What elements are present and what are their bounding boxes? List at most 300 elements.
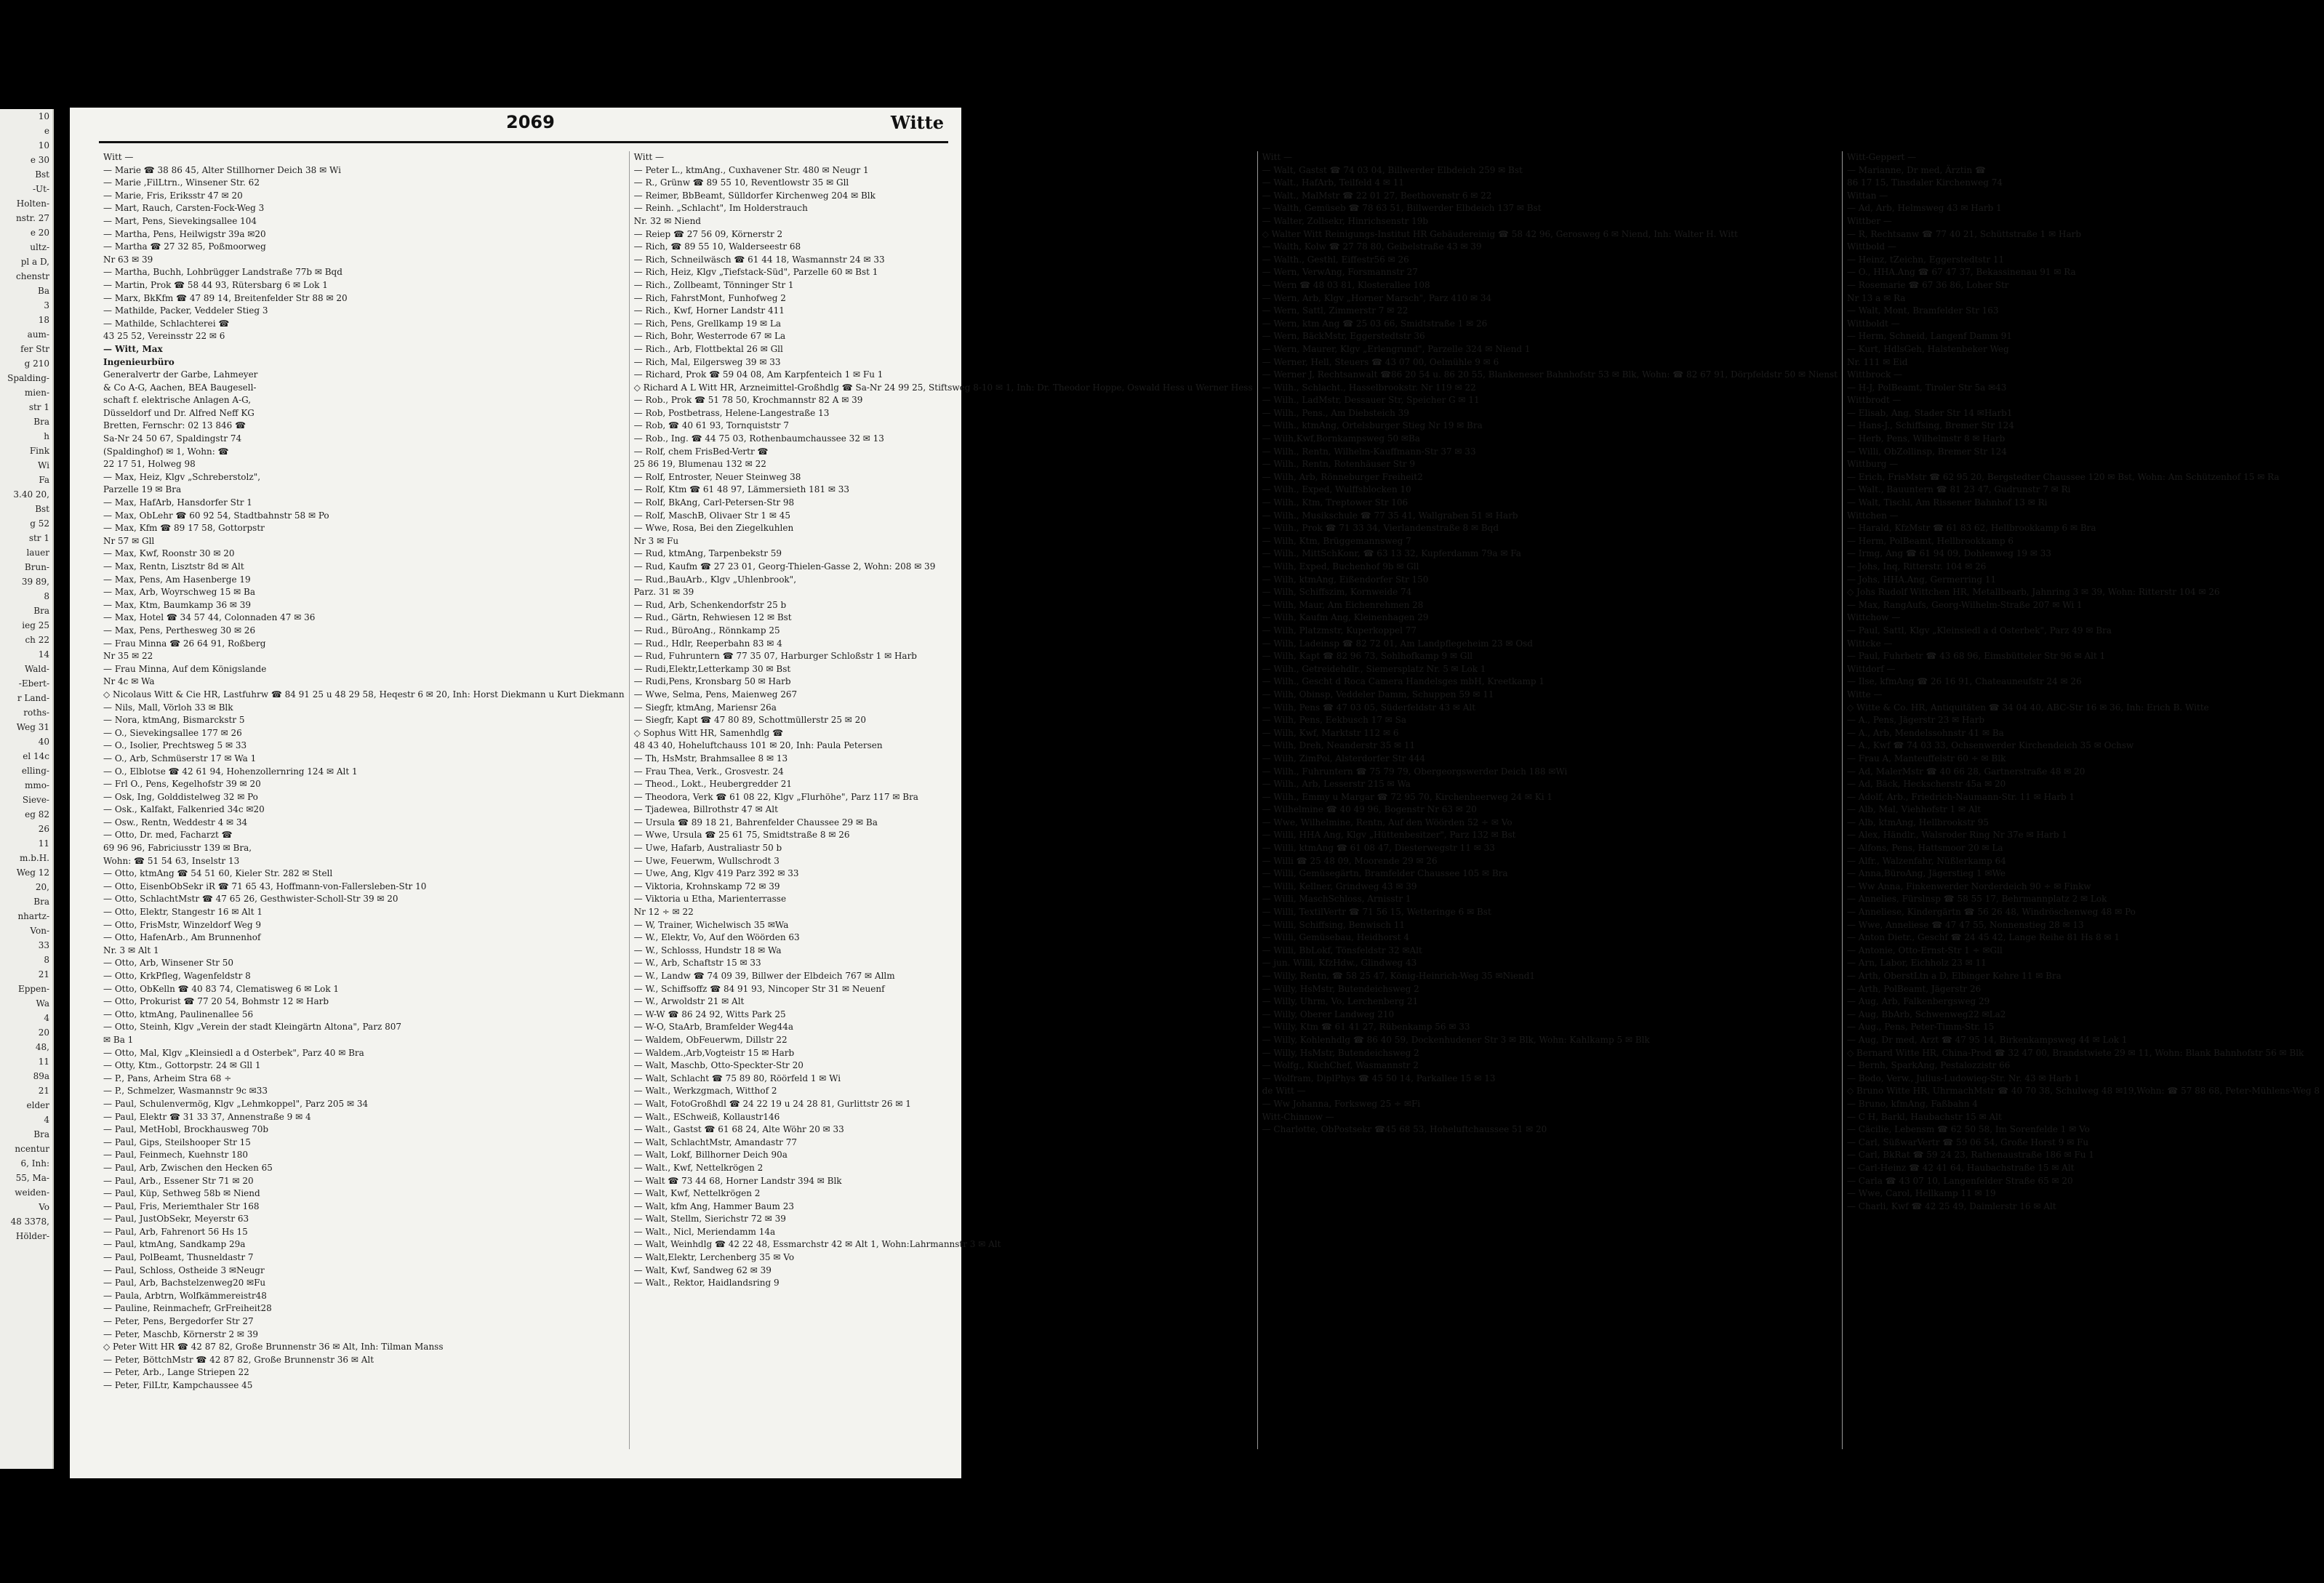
directory-entry: — Alfons, Pens, Hattsmoor 20 ✉ La [1846,843,2003,854]
sliver-fragment: 18 [38,315,49,325]
directory-entry: — Wwe, Rosa, Bei den Ziegelkuhlen [633,523,794,534]
sliver-fragment: 26 [38,824,49,834]
directory-entry: — Walt, Tischl, Am Rissener Bahnhof 13 ✉ Ri [1846,497,2048,508]
directory-entry: — P., Pans, Arheim Stra 68 ÷ [103,1073,232,1083]
directory-entry: — Cäcilie, Lebensm ☎ 62 50 58, Im Sorenfelde 1 ✉ Vo [1846,1124,2090,1135]
directory-entry: — Walt., Kwf, Nettelkrögen 2 [633,1162,764,1173]
directory-entry: Nr 12 ÷ ✉ 22 [633,907,694,918]
directory-entry: — Bodo, Verw., Julius-Ludowieg-Str. Nr. 43 ✉ Harb 1 [1846,1073,2080,1083]
running-head: Witte [890,112,944,133]
directory-entry: — Paul, Feinmech, Kuehnstr 180 [103,1150,249,1161]
directory-entry: Witt — [633,152,665,162]
directory-entry: — Wern, BäckMstr, Eggerstedtstr 36 [1262,331,1425,342]
directory-entry: — Otto, EisenbObSekr iR ☎ 71 65 43, Hoffmann-von-Fallersleben-Str 10 [103,881,427,891]
directory-entry: — Max, Ktm, Baumkamp 36 ✉ 39 [103,599,252,610]
sliver-fragment: Bst [35,169,49,180]
directory-entry: — Walt, Weinhdlg ☎ 42 22 48, Essmarchstr 42 ✉ Alt 1, Wohn:Lahrmannstr 3 ✉ Alt [633,1239,1001,1250]
sliver-fragment: 48, [35,1042,49,1052]
directory-entry: — Willi, MaschSchloss, Arnisstr 1 [1262,894,1411,905]
directory-entry: — Paul, JustObSekr, Meyerstr 63 [103,1214,249,1225]
directory-entry: — Alb, Mal, Viehhofstr 1 ✉ Alt [1846,804,1982,815]
directory-entry: — Walter, Zollsekr, Hinrichsenstr 19b [1262,215,1429,226]
sliver-fragment: Weg 31 [16,722,49,732]
directory-entry: — W., Schlosss, Hundstr 18 ✉ Wa [633,945,782,955]
directory-entry: — Otto, Mal, Klgv „Kleinsiedl a d Osterbek", Parz 40 ✉ Bra [103,1047,364,1058]
directory-entry: — jun. Willi, KfzHdw., Glindweg 43 [1262,958,1417,969]
directory-entry: — Willy, HsMstr, Butendeichsweg 2 [1262,1047,1419,1058]
directory-entry: — Otto, ObKelln ☎ 40 83 74, Clematisweg 6 ✉ Lok 1 [103,983,340,994]
directory-entry: — Peter, Arb., Lange Striepen 22 [103,1367,249,1378]
directory-entry: — Walt., HafArb, Teilfeld 4 ✉ 11 [1262,177,1405,188]
directory-entry: — Walt ☎ 73 44 68, Horner Landstr 394 ✉ Blk [633,1175,842,1186]
directory-entry: — Max, Hotel ☎ 34 57 44, Colonnaden 47 ✉ 36 [103,612,316,623]
directory-entry: — Rolf, MaschB, Olivaer Str 1 ✉ 45 [633,510,790,521]
sliver-fragment: Wa [36,998,49,1009]
directory-entry: — Aug., Pens, Peter-Timm-Str. 15 [1846,1022,1995,1033]
directory-entry: — Willy, Oberer Landweg 210 [1262,1009,1395,1019]
directory-entry: — Paul, Küp, Sethweg 58b ✉ Niend [103,1188,260,1199]
directory-entry: — W., Arwoldstr 21 ✉ Alt [633,996,745,1007]
directory-entry: — Paul, ktmAng, Sandkamp 29a [103,1239,246,1250]
directory-entry: — Marx, BkKfm ☎ 47 89 14, Breitenfelder Str 88 ✉ 20 [103,292,348,303]
sliver-fragment: pl a D, [20,257,49,267]
directory-entry: — Otto, Dr. med, Facharzt ☎ [103,830,233,841]
directory-entry: — Carl, BkRat ☎ 59 24 23, Rathenaustraße 186 ✉ Fu 1 [1846,1150,2094,1161]
sliver-fragment: el 14c [23,751,49,761]
directory-entry: — Wilh., Gescht d Roca Camera Handelsges mbH, Kreetkamp 1 [1262,676,1544,687]
directory-entry: — Wwe, Ursula ☎ 25 61 75, Smidtstraße 8 ✉ 26 [633,830,850,841]
directory-entry: — Willy, Uhrm, Vo, Lerchenberg 21 [1262,996,1419,1007]
directory-entry: — Rich, Heiz, Klgv „Tiefstack-Süd", Parzelle 60 ✉ Bst 1 [633,267,878,278]
directory-entry: — Johs, HHA.Ang, Germerring 11 [1846,574,1997,585]
directory-entry: ◇ Witte & Co. HR, Antiquitäten ☎ 34 04 40, ABC-Str 16 ✉ 36, Inh: Erich B. Witte [1846,702,2209,713]
sliver-fragment: elder [26,1100,49,1110]
directory-entry: — Willy, Ktm ☎ 61 41 27, Rübenkamp 56 ✉ 33 [1262,1022,1470,1033]
directory-entry: — W, Trainer, Wichelwisch 35 ✉Wa [633,919,789,930]
directory-entry: — Rud., BüroAng., Rönnkamp 25 [633,625,780,636]
directory-entry: — Martha, Pens, Heilwigstr 39a ✉20 [103,228,266,239]
directory-entry: — A., Pens, Jägerstr 23 ✉ Harb [1846,715,1985,726]
directory-entry: — Paul, Arb, Bachstelzenweg20 ✉Fu [103,1278,266,1289]
sliver-fragment: fer Str [20,344,49,354]
directory-entry: — Bernh, SparkAng, Pestalozzistr 66 [1846,1060,2011,1071]
directory-entry: 22 17 51, Holweg 98 [103,459,196,470]
sliver-fragment: 6, Inh: [20,1158,49,1169]
directory-entry: — Rud., Hdlr, Reeperbahn 83 ✉ 4 [633,638,782,649]
directory-page [70,108,2320,1478]
directory-entry: — Wilh, Schiffszim, Kornweide 74 [1262,587,1412,598]
sliver-fragment: h [44,431,49,441]
directory-entry: — Carl, SüßwarVertr ☎ 59 06 54, Große Horst 9 ✉ Fu [1846,1137,2089,1147]
directory-entry: — Witt, Max [103,343,163,354]
directory-entry: — R, Rechtsanw ☎ 77 40 21, Schüttstraße 1 ✉ Harb [1846,228,2082,239]
directory-entry: 86 17 15, Tinsdaler Kirchenweg 74 [1846,177,2003,188]
directory-entry: Wittdorf — [1846,663,1896,674]
directory-entry: — Wilh., Exped, Wulffsblocken 10 [1262,484,1411,495]
sliver-fragment: nhartz- [17,911,49,921]
directory-entry: Wittber — [1846,215,1892,226]
directory-entry: — Wilh, Pens ☎ 47 03 05, Süderfeldstr 43 ✉ Alt [1262,702,1476,713]
directory-entry: Witt — [1262,152,1293,162]
sliver-fragment: Von- [30,926,49,936]
directory-entry: — Willy, HsMstr, Butendeichsweg 2 [1262,983,1419,994]
directory-entry: — Herm, PolBeamt, Hellbrookkamp 6 [1846,535,2014,546]
sliver-fragment: 33 [38,940,49,950]
directory-entry: — Wilh, ZimPol, Alsterdorfer Str 444 [1262,753,1425,764]
directory-entry: — Walt, Kwf, Sandweg 62 ✉ 39 [633,1265,772,1275]
directory-entry: Nr 3 ✉ Fu [633,535,679,546]
directory-entry: ◇ Nicolaus Witt & Cie HR, Lastfuhrw ☎ 84 91 25 u 48 29 58, Heqestr 6 ✉ 20, Inh: Horst Diekmann u Kurt Diekmann [103,689,625,700]
directory-entry: ◇ Bruno Witte HR, UhrmachMstr ☎ 40 70 38, Schulweg 48 ✉19,Wohn: ☎ 57 88 68, Peter-Mühlens-Weg 8 [1846,1086,2320,1097]
sliver-fragment: 3 [44,300,49,310]
sliver-fragment: 20, [35,882,49,892]
directory-entry: — Wilh, Maur, Am Eichenrehmen 28 [1262,599,1424,610]
directory-entry: — Max, Arb, Woyrschweg 15 ✉ Ba [103,587,256,598]
directory-entry: — Walt, Kwf, Nettelkrögen 2 [633,1188,761,1199]
sliver-fragment: 8 [44,955,49,965]
directory-entry: — Rich, Bohr, Westerrode 67 ✉ La [633,331,786,342]
directory-entry: — W., Elektr, Vo, Auf den Wöörden 63 [633,932,800,943]
sliver-fragment: ncentur [15,1144,49,1154]
sliver-fragment: 55, Ma- [15,1173,49,1183]
directory-entry: — Paul, Schloss, Ostheide 3 ✉Neugr [103,1265,265,1275]
directory-entry: Wohn: ☎ 51 54 63, Inselstr 13 [103,855,240,866]
directory-entry: — Wilhelmine ☎ 40 49 96, Bogenstr Nr 63 ✉ 20 [1262,804,1477,815]
directory-entry: — Wilh., Musikschule ☎ 77 35 41, Wallgraben 51 ✉ Harb [1262,510,1518,521]
sliver-fragment: nstr. 27 [15,213,49,223]
directory-entry: Wittcke — [1846,638,1893,649]
directory-entry: — Kurt, HdlsGeh, Halstenbeker Weg [1846,343,2009,354]
directory-entry: — H-J, PolBeamt, Tiroler Str 5a ✉43 [1846,382,2007,393]
directory-entry: — Rich, FahrstMont, Funhofweg 2 [633,292,786,303]
directory-entry: — Marie, Fris, Eriksstr 47 ✉ 20 [103,190,243,201]
sliver-fragment: 4 [44,1115,49,1125]
directory-entry: — Willi, Schiffsing, Benwisch 11 [1262,919,1406,930]
directory-entry: — Alb, ktmAng, Hellbrookstr 95 [1846,817,1989,827]
directory-entry: — Wilh., Rentn, Rotenhäuser Str 9 [1262,459,1416,470]
column-4 [1842,151,2324,1449]
sliver-fragment: 14 [38,649,49,660]
directory-entry: — Rich., Arb, Flottbektal 26 ✉ Gll [633,343,783,354]
directory-entry: — Carl-Heinz ☎ 42 41 64, Haubachstraße 15 ✉ Alt [1846,1162,2075,1173]
directory-entry: — Walt, Maschb, Otto-Speckter-Str 20 [633,1060,804,1071]
directory-entry: — Theodora, Verk ☎ 61 08 22, Klgv „Flurhöhe", Parz 117 ✉ Bra [633,791,918,802]
directory-entry: — Walt., Werkzgmach, Witthof 2 [633,1086,777,1097]
directory-entry: — Walt, Stellm, Sierichstr 72 ✉ 39 [633,1214,786,1225]
directory-entry: — Willi, HHA Ang, Klgv „Hüttenbesitzer", Parz 132 ✉ Bst [1262,830,1516,841]
directory-entry: — Heinz, tZeichn, Eggerstedtstr 11 [1846,254,2005,265]
directory-entry: — Willi, ktmAng ☎ 61 08 47, Diesterwegstr 11 ✉ 33 [1262,843,1495,854]
sliver-fragment: ch 22 [25,635,49,645]
directory-entry: — Irmg, Ang ☎ 61 94 09, Dohlenweg 19 ✉ 33 [1846,548,2052,559]
sliver-fragment: 3.40 20, [13,489,49,500]
directory-entry: — Wilh, Obinsp, Veddeler Damm, Schuppen 59 ✉ 11 [1262,689,1494,700]
directory-entry: — A., Kwf ☎ 74 03 33, Ochsenwerder Kirchendeich 35 ✉ Ochsw [1846,740,2134,751]
directory-entry: — Adolf, Arb., Friedrich-Naumann-Str. 11 ✉ Harb 1 [1846,791,2075,802]
directory-entry: — Ad, MalerMstr ☎ 40 66 28, Gartnerstraße 48 ✉ 20 [1846,766,2085,777]
directory-entry: — Walt., MalMstr ☎ 22 01 27, Beethovenstr 6 ✉ 22 [1262,190,1492,201]
sliver-fragment: m.b.H. [20,853,49,863]
directory-entry: — Mart, Rauch, Carsten-Fock-Weg 3 [103,203,265,214]
sliver-fragment: Eppen- [17,984,49,994]
directory-entry: & Co A-G, Aachen, BEA Baugesell- [103,382,257,393]
sliver-fragment: Wald- [24,664,49,674]
directory-entry: — W., Landw ☎ 74 09 39, Billwer der Elbdeich 767 ✉ Allm [633,971,895,981]
directory-entry: — P., Schmelzer, Wasmannstr 9c ✉33 [103,1086,268,1097]
sliver-fragment: Wi [38,460,49,470]
directory-entry: — Anton Dietr., Geschf ☎ 24 45 42, Lange Reihe 81 Hs 8 ✉ 1 [1846,932,2120,943]
directory-entry: — Otto, FrisMstr, Winzeldorf Weg 9 [103,919,261,930]
directory-entry: — Max, Pens, Perthesweg 30 ✉ 26 [103,625,256,636]
directory-entry: ◇ Bernard Witte HR, China-Prod ☎ 32 47 00, Brandstwiete 29 ✉ 11, Wohn: Blank Bahnhofstr 56 ✉ Blk [1846,1047,2304,1058]
page-number: 2069 [506,112,555,132]
sliver-fragment: e [44,126,49,136]
sliver-fragment: elling- [21,766,49,776]
directory-entry: — Rud, Arb, Schenkendorfstr 25 b [633,599,787,610]
sliver-fragment: aum- [27,329,49,340]
directory-entry: — Rob., Ing. ☎ 44 75 03, Rothenbaumchaussee 32 ✉ 13 [633,433,884,444]
directory-entry: Witte — [1846,689,1883,700]
directory-entry: — Otto, Steinh, Klgv „Verein der stadt Kleingärtn Altona", Parz 807 [103,1022,401,1033]
directory-entry: — Peter L., ktmAng., Cuxhavener Str. 480 ✉ Neugr 1 [633,164,869,175]
directory-entry: — Werner J, Rechtsanwalt ☎86 20 54 u. 86 20 55, Blankeneser Bahnhofstr 53 ✉ Blk, Wohn: ☎ 82 67 91, Dörpfeldstr 50 ✉ Nienst [1262,369,1838,380]
sliver-fragment: ieg 25 [22,620,49,630]
directory-entry: — O., HHA.Ang ☎ 67 47 37, Bekassinenau 91 ✉ Ra [1846,267,2076,278]
directory-entry: — Anneliese, Kindergärtn ☎ 56 26 48, Windröschenweg 48 ✉ Po [1846,907,2136,918]
sliver-fragment: Bst [35,504,49,514]
directory-entry: — Max, RangAufs, Georg-Wilhelm-Straße 207 ✉ Wi 1 [1846,599,2083,610]
directory-entry: — Otto, ktmAng, Paulinenallee 56 [103,1009,254,1019]
directory-entry: — Paul, Gips, Steilshooper Str 15 [103,1137,251,1147]
directory-entry: Bretten, Fernschr: 02 13 846 ☎ [103,420,247,431]
directory-entry: — Alex, Händlr., Walsroder Ring Nr 37e ✉ Harb 1 [1846,830,2067,841]
directory-entry: Nr 13 a ✉ Ra [1846,292,1906,303]
sliver-fragment: 39 89, [21,577,49,587]
directory-entry: — Rud, Fuhruntern ☎ 77 35 07, Harburger Schloßstr 1 ✉ Harb [633,651,917,662]
directory-entry: — Elisab, Ang, Stader Str 14 ✉Harb1 [1846,407,2013,418]
sliver-fragment: -Ebert- [18,678,49,689]
directory-entry: — Arn, Labor, Eichholz 23 ✉ 11 [1846,958,1987,969]
directory-entry: — Mart, Pens, Sievekingsallee 104 [103,215,257,226]
directory-entry: — Osw., Rentn, Weddestr 4 ✉ 34 [103,817,248,827]
directory-entry: — Wilh, Arb, Rönneburger Freiheit2 [1262,471,1423,482]
directory-entry: — Peter, Maschb, Körnerstr 2 ✉ 39 [103,1328,259,1339]
directory-entry: — O., Isolier, Prechtsweg 5 ✉ 33 [103,740,247,751]
directory-entry: — Paul, MetHobl, Brockhausweg 70b [103,1124,269,1135]
directory-entry: — Ad, Bäck, Heckscherstr 45a ✉ 20 [1846,779,2006,790]
directory-entry: — Walt., ESchweiß, Kollaustr146 [633,1111,780,1122]
directory-entry: — Reimer, BbBeamt, Sülldorfer Kirchenweg 204 ✉ Blk [633,190,875,201]
directory-entry: ✉ Ba 1 [103,1034,134,1045]
sliver-fragment: 21 [38,969,49,979]
directory-entry: Nr 63 ✉ 39 [103,254,153,265]
directory-entry: — A., Arb, Mendelssohnstr 41 ✉ Ba [1846,727,2004,738]
sliver-fragment: 11 [38,1057,49,1067]
directory-entry: — Wwe, Selma, Pens, Maienweg 267 [633,689,798,700]
directory-entry: — Rich., Zollbeamt, Tönninger Str 1 [633,279,794,290]
directory-entry: Nr 35 ✉ 22 [103,651,153,662]
directory-entry: — Walth., Gesthl, Eiffestr56 ✉ 26 [1262,254,1409,265]
directory-entry: — Ursula ☎ 89 18 21, Bahrenfelder Chaussee 29 ✉ Ba [633,817,878,827]
directory-entry: — Rud., Gärtn, Rehwiesen 12 ✉ Bst [633,612,792,623]
directory-entry: — Charlotte, ObPostsekr ☎45 68 53, Hoheluftchaussee 51 ✉ 20 [1262,1124,1547,1135]
directory-entry: — Theod., Lokt., Heubergredder 21 [633,779,792,790]
directory-entry: Parzelle 19 ✉ Bra [103,484,182,495]
directory-entry: 25 86 19, Blumenau 132 ✉ 22 [633,459,766,470]
directory-entry: — Max, Kfm ☎ 89 17 58, Gottorpstr [103,523,265,534]
directory-entry: — Wilh, Platzmstr, Kuperkoppel 77 [1262,625,1417,636]
directory-entry: — Rich, Mal, Eilgersweg 39 ✉ 33 [633,356,781,367]
directory-entry: — Paul, Fuhrbetr ☎ 43 68 96, Eimsbütteler Str 96 ✉ Alt 1 [1846,651,2106,662]
sliver-fragment: Fink [29,446,49,456]
directory-entry: — Rich, Schneilwäsch ☎ 61 44 18, Wasmannstr 24 ✉ 33 [633,254,885,265]
directory-entry: — Wwe, Wilhelmine, Rentn, Auf den Wöörden 52 ÷ ✉ Vo [1262,817,1512,827]
directory-entry: Wittchow — [1846,612,1901,623]
directory-entry: — Viktoria, Krohnskamp 72 ✉ 39 [633,881,780,891]
directory-entry: — Rich, Pens, Grellkamp 19 ✉ La [633,318,782,329]
directory-entry: — Wern, ktm Ang ☎ 25 03 66, Smidtstraße 1 ✉ 26 [1262,318,1488,329]
directory-entry: — Rudi,Elektr,Letterkamp 30 ✉ Bst [633,663,791,674]
directory-entry: — O., Arb, Schmüserstr 17 ✉ Wa 1 [103,753,257,764]
directory-entry: — W-W ☎ 86 24 92, Witts Park 25 [633,1009,786,1019]
directory-entry: — Uwe, Hafarb, Australiastr 50 b [633,843,782,854]
directory-entry: — Otto, Arb, Winsener Str 50 [103,958,234,969]
directory-entry: — Willi, Gemüsebau, Heidhorst 4 [1262,932,1409,943]
directory-entry: — Paul, Fris, Meriemthaler Str 168 [103,1201,260,1211]
directory-entry: — Marie ,FilLtrn., Winsener Str. 62 [103,177,260,188]
page-header [99,108,948,143]
directory-entry: — Rich, ☎ 89 55 10, Walderseestr 68 [633,241,801,252]
directory-entry: — Arth, OberstLtn a D, Elbinger Kehre 11 ✉ Bra [1846,971,2061,981]
directory-entry: — Waldem, ObFeuerwm, Dillstr 22 [633,1034,788,1045]
directory-entry: — Max, Pens, Am Hasenberge 19 [103,574,251,585]
directory-entry: — Charli, Kwf ☎ 42 25 49, Daimlerstr 16 ✉ Alt [1846,1201,2056,1211]
directory-entry: — Paul, Arb, Zwischen den Hecken 65 [103,1162,273,1173]
directory-entry: — Annelies, Fürslnsp ☎ 58 55 17, Behrmannplatz 2 ✉ Lok [1846,894,2107,905]
directory-entry: — Wilh, ktmAng, Eißendorfer Str 150 [1262,574,1429,585]
sliver-fragment: 8 [44,591,49,601]
sliver-fragment: weiden- [15,1187,49,1198]
sliver-fragment: mien- [24,388,49,398]
directory-entry: — Peter, Pens, Bergedorfer Str 27 [103,1316,254,1327]
directory-entry: Witt-Geppert — [1846,152,1917,162]
directory-entry: — Osk., Kalfakt, Falkenried 34c ✉20 [103,804,265,815]
directory-entry: — Herb, Pens, Wilhelmstr 8 ✉ Harb [1846,433,2006,444]
directory-entry: Nr. 111 ✉ Eid [1846,356,1908,367]
directory-entry: — Wern ☎ 48 03 81, Klosterallee 108 [1262,279,1430,290]
directory-entry: — Wilh, Kwf, Marktstr 112 ✉ 6 [1262,727,1399,738]
directory-entry: — Peter, BöttchMstr ☎ 42 87 82, Große Brunnenstr 36 ✉ Alt [103,1354,374,1365]
directory-entry: — Wilh., Fuhruntern ☎ 75 79 79, Obergeorgswerder Deich 188 ✉Wi [1262,766,1568,777]
directory-entry: — Paul, Elektr ☎ 31 33 37, Annenstraße 9 ✉ 4 [103,1111,311,1122]
directory-entry: — Martha ☎ 27 32 85, Poßmoorweg [103,241,266,252]
directory-entry: Wittbold — [1846,241,1896,252]
directory-entry: — Reinh. „Schlacht", Im Holderstrauch [633,203,808,214]
sliver-fragment: Vo [39,1202,49,1212]
directory-entry: — Rud, ktmAng, Tarpenbekstr 59 [633,548,782,559]
directory-entry: — Wilh, Dreh, Neanderstr 35 ✉ 11 [1262,740,1416,751]
directory-entry: — W-O, StaArb, Bramfelder Weg44a [633,1022,793,1033]
directory-entry: — Mathilde, Packer, Veddeler Stieg 3 [103,305,268,316]
directory-entry: Wittbrodt — [1846,395,1902,406]
directory-entry: — Wwe, Carol, Hellkamp 11 ✉ 19 [1846,1188,1996,1199]
directory-entry: — Rolf, chem FrisBed-Vertr ☎ [633,446,769,457]
directory-entry: — Otty, Ktm., Gottorpstr. 24 ✉ Gll 1 [103,1060,261,1071]
directory-entry: — O., Elblotse ☎ 42 61 94, Hohenzollernring 124 ✉ Alt 1 [103,766,358,777]
directory-entry: — Walt., Bauuntern ☎ 81 23 47, Gudrunstr 7 ✉ Ri [1846,484,2071,495]
sliver-fragment: 21 [38,1086,49,1096]
directory-entry: — Marie ☎ 38 86 45, Alter Stillhorner Deich 38 ✉ Wi [103,164,341,175]
directory-entry: — Rolf, Entroster, Neuer Steinweg 38 [633,471,801,482]
directory-entry: — Willy, Kohlenhdlg ☎ 86 40 59, Dockenhudener Str 3 ✉ Blk, Wohn: Kahlkamp 5 ✉ Blk [1262,1034,1650,1045]
directory-entry: — Paul, Sattl, Klgv „Kleinsiedl a d Osterbek", Parz 49 ✉ Bra [1846,625,2112,636]
directory-entry: — Frau Thea, Verk., Grosvestr. 24 [633,766,784,777]
directory-entry: Generalvertr der Garbe, Lahmeyer [103,369,258,380]
directory-entry: — Uwe, Feuerwm, Wullschrodt 3 [633,855,780,866]
directory-entry: 48 43 40, Hoheluftchauss 101 ✉ 20, Inh: Paula Petersen [633,740,883,751]
sliver-fragment: 4 [44,1013,49,1023]
directory-entry: — Siegfr, Kapt ☎ 47 80 89, Schottmüllerstr 25 ✉ 20 [633,715,866,726]
directory-entry: Düsseldorf und Dr. Alfred Neff KG [103,407,255,418]
directory-entry: — O., Sievekingsallee 177 ✉ 26 [103,727,242,738]
sliver-fragment: g 52 [30,518,49,529]
sliver-fragment: Holten- [16,199,49,209]
directory-entry: — W., Schiffsoffz ☎ 84 91 93, Nincoper Str 31 ✉ Neuenf [633,983,885,994]
directory-entry: — Werner, Hell, Steuers ☎ 43 07 00, Oelmühle 9 ✉ 6 [1262,356,1499,367]
directory-entry: — Aug, BbArb, Schwenweg22 ✉La2 [1846,1009,2006,1019]
directory-entry: — Wern, Maurer, Klgv „Erlengrund", Parzelle 324 ✉ Niend 1 [1262,343,1531,354]
sliver-fragment: Bra [33,417,49,427]
directory-entry: — Ilse, kfmAng ☎ 26 16 91, Chateauneufstr 24 ✉ 26 [1846,676,2082,687]
directory-entry: — R., Grünw ☎ 89 55 10, Reventlowstr 35 ✉ Gll [633,177,849,188]
directory-entry: — Rob, Postbetrass, Helene-Langestraße 13 [633,407,830,418]
directory-entry: Wittburg — [1846,459,1899,470]
sliver-fragment: Brun- [24,562,49,572]
directory-entry: — Wilh., LadMstr, Dessauer Str, Speicher G ✉ 11 [1262,395,1480,406]
directory-entry: — Willi, Kellner, Grindweg 43 ✉ 39 [1262,881,1417,891]
directory-entry: — Max, Rentn, Lisztstr 8d ✉ Alt [103,561,244,572]
directory-entry: — Max, Heiz, Klgv „Schreberstolz", [103,471,261,482]
directory-entry: — Wilh, Ktm, Brüggemannsweg 7 [1262,535,1411,546]
directory-entry: — Paul, Schulenvermög, Klgv „Lehmkoppel", Parz 205 ✉ 34 [103,1098,369,1109]
directory-entry: — Wolfg., KüchChef, Wasmannstr 2 [1262,1060,1419,1071]
directory-entry: — Wolfram, DiplPhys ☎ 45 50 14, Parkallee 15 ✉ 13 [1262,1073,1496,1083]
column-3 [1257,151,1842,1449]
directory-entry: — Wilh, Pens, Eekbusch 17 ✉ Sa [1262,715,1407,726]
directory-entry: — Paula, Arbtrn, Wolfkämmereistr48 [103,1290,267,1301]
sliver-fragment: Spalding- [7,373,49,383]
directory-entry: — Willi ☎ 25 48 09, Moorende 29 ✉ 26 [1262,855,1438,866]
directory-entry: — Harald, KfzMstr ☎ 61 83 62, Hellbrookkamp 6 ✉ Bra [1846,523,2096,534]
directory-entry: — Mathilde, Schlachterei ☎ [103,318,230,329]
directory-entry: Witt — [103,152,134,162]
directory-entry: — Viktoria u Etha, Marienterrasse [633,894,787,905]
directory-entry: Nr 4c ✉ Wa [103,676,155,687]
directory-entry: — Walth, Kolw ☎ 27 78 80, Geibelstraße 43 ✉ 39 [1262,241,1482,252]
adjacent-page-sliver [0,109,54,1469]
directory-entry: schaft f. elektrische Anlagen A-G, [103,395,252,406]
sliver-fragment: Bra [33,897,49,907]
directory-entry: — Ww Johanna, Forksweg 25 ÷ ✉Fi [1262,1098,1421,1109]
sliver-fragment: 10 [38,140,49,151]
directory-entry: Nr. 32 ✉ Niend [633,215,701,226]
directory-entry: — Wilh., Prok ☎ 71 33 34, Vierlandenstraße 8 ✉ Bqd [1262,523,1499,534]
directory-entry: — Wern, Sattl, Zimmerstr 7 ✉ 22 [1262,305,1409,316]
directory-entry: — Alfr., Walzenfahr, Nüßlerkamp 64 [1846,855,2006,866]
directory-entry: — Walt, Mont, Bramfelder Str 163 [1846,305,1999,316]
directory-entry: — Herm, Schneid, Langenf Damm 91 [1846,331,2012,342]
sliver-fragment: str 1 [28,533,49,543]
